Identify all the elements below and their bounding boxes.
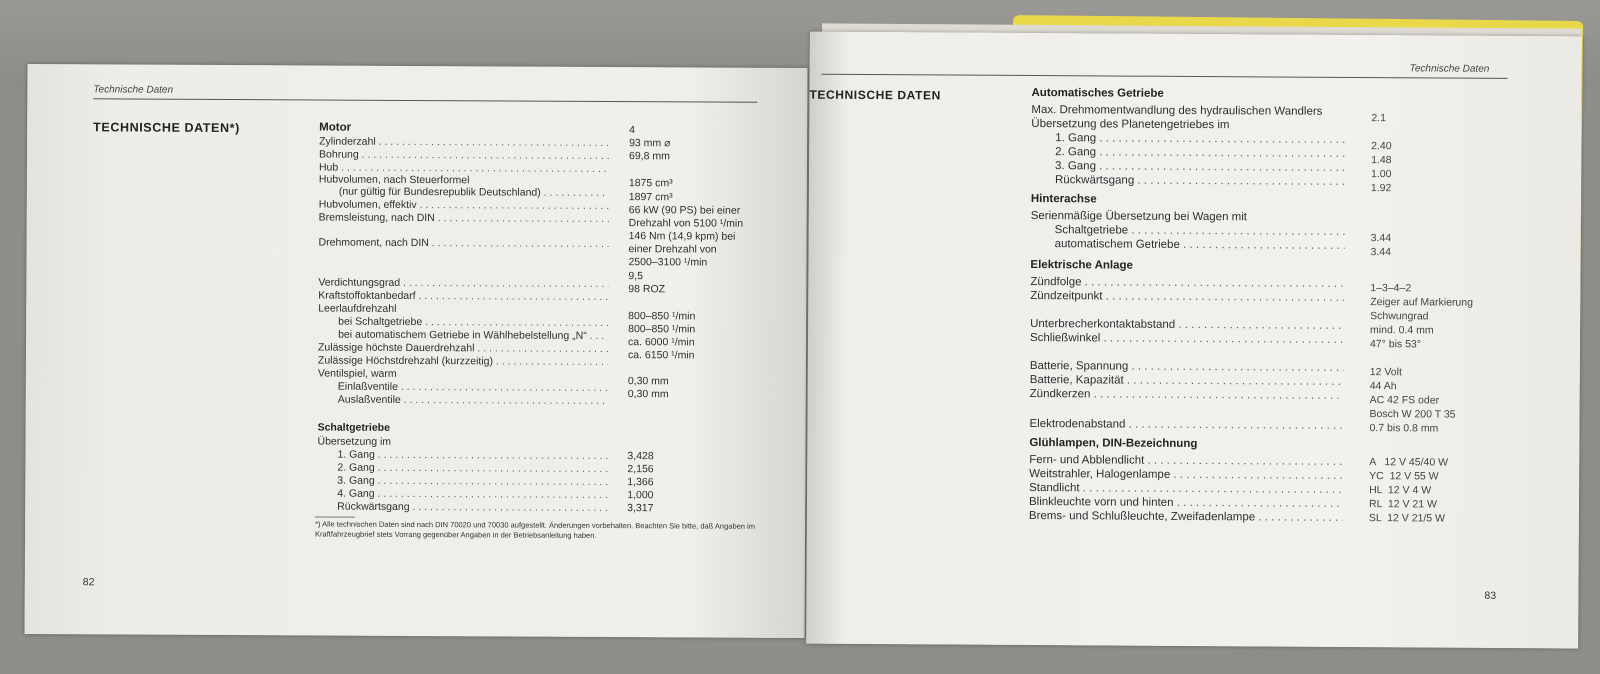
page-number: 82 — [82, 576, 95, 589]
spec-value: RL 12 V 21 W — [1368, 498, 1437, 511]
spec-value: HL 12 V 4 W — [1369, 484, 1432, 497]
spec-value: 0,30 mm — [627, 375, 669, 388]
spec-value: 98 ROZ — [628, 283, 666, 296]
spec-row: Zylinderzahl . . . — [319, 135, 609, 154]
spec-row: Leerlaufdrehzahl — [318, 302, 397, 315]
spec-row: 3. Gang . . . — [1055, 159, 1345, 179]
spec-value: 1.92 — [1370, 182, 1392, 195]
spec-value: SL 12 V 21/5 W — [1368, 512, 1446, 525]
spec-row: 1. Gang . . . — [1055, 131, 1345, 151]
spec-value: 66 kW (90 PS) bei einer Drehzahl von 5100 ¹/min — [628, 204, 744, 230]
spec-value: 1897 cm³ — [628, 191, 673, 204]
page-heading: TECHNISCHE DATEN*) — [93, 120, 240, 136]
spec-row: Bohrung . . . — [319, 148, 609, 167]
spec-row: Einlaßventile . . . — [338, 381, 608, 399]
spec-value: 1–3–4–2 — [1370, 282, 1412, 295]
spec-row: 2. Gang . . . — [337, 462, 607, 480]
section-title-hinterachse: Hinterachse — [1030, 193, 1097, 206]
page-number: 83 — [1484, 589, 1497, 602]
spec-value: 69,8 mm — [628, 150, 670, 163]
spec-row: Rückwärtsgang . . . — [337, 501, 607, 519]
section-title-gluehlampen: Glühlampen, DIN-Bezeichnung — [1029, 436, 1198, 451]
spec-row: Max. Drehmomentwandlung des hydraulischen Wandlers — [1031, 104, 1323, 118]
spec-value: 12 Volt — [1369, 366, 1402, 379]
section-title-motor: Motor — [319, 121, 352, 134]
spec-value: 1.48 — [1371, 154, 1392, 167]
running-head: Technische Daten — [93, 84, 174, 96]
header-rule — [93, 98, 757, 102]
section-title-automatik: Automatisches Getriebe — [1031, 87, 1164, 100]
spec-subtitle: Übersetzung im — [317, 435, 392, 448]
spec-value: 2.1 — [1371, 112, 1387, 125]
spec-value: 1875 cm³ — [628, 177, 673, 190]
spec-value: 3,317 — [627, 502, 654, 515]
spec-row: Drehmoment, nach DIN . . . — [319, 236, 609, 255]
spec-value: 3.44 — [1370, 246, 1392, 259]
page-heading: TECHNISCHE DATEN — [809, 87, 941, 103]
spec-value: 47° bis 53° — [1369, 338, 1422, 351]
spec-value: 2.40 — [1371, 140, 1392, 153]
footnote: *) Alle technischen Daten sind nach DIN 70020 und 70030 aufgestellt. Änderungen vorbehalten. Beachten Sie bitte, daß Angaben im Kraftfahrzeugbrief stets Vorrang gegenüber Angaben in der Betriebsanleitung haben. — [315, 519, 756, 540]
spec-row: Bremsleistung, nach DIN . . . — [319, 211, 609, 230]
spec-row: Ventilspiel, warm — [317, 367, 397, 380]
spec-value: 1.00 — [1370, 168, 1392, 181]
spec-value: Zeiger auf Markierung Schwungrad — [1370, 296, 1473, 323]
header-rule — [822, 74, 1508, 79]
spec-row: Übersetzung des Planetengetriebes im — [1031, 118, 1230, 132]
spec-value: 1,366 — [627, 476, 654, 489]
spec-value: 93 mm ⌀ — [629, 137, 671, 150]
footnote-rule — [315, 516, 355, 517]
spec-value: AC 42 FS oder Bosch W 200 T 35 — [1369, 394, 1456, 421]
spec-row: Hubvolumen, effektiv . . . — [319, 198, 609, 217]
spec-value: 800–850 ¹/min — [628, 323, 696, 336]
spec-value: ca. 6000 ¹/min — [628, 336, 695, 349]
spec-row: Batterie, Kapazität . . . — [1030, 373, 1344, 393]
spec-row: bei automatischem Getriebe in Wählhebelstellung „N“ . . . — [338, 329, 608, 347]
spec-row: bei Schaltgetriebe . . . — [338, 316, 608, 334]
spec-value: mind. 0.4 mm — [1370, 324, 1434, 337]
spec-row: Batterie, Spannung . . . — [1030, 359, 1344, 379]
spec-row: Kraftstoffoktanbedarf . . . — [318, 289, 608, 308]
spec-row: Verdichtungsgrad . . . — [318, 276, 608, 295]
spec-row: 2. Gang . . . — [1055, 145, 1345, 165]
spec-value: ca. 6150 ¹/min — [627, 349, 695, 362]
spec-row: automatischem Getriebe . . . — [1055, 237, 1345, 257]
spec-row: 3. Gang . . . — [337, 475, 607, 493]
spec-value: 0.7 bis 0.8 mm — [1369, 422, 1439, 435]
right-page — [806, 32, 1582, 649]
spec-row: Weitstrahler, Halogenlampe . . . — [1029, 467, 1343, 487]
spec-row: Unterbrecherkontaktabstand . . . — [1030, 317, 1344, 337]
spec-value: 2,156 — [627, 463, 654, 476]
spec-row: Fern- und Abblendlicht . . . — [1029, 453, 1343, 473]
spec-value: YC 12 V 55 W — [1369, 470, 1439, 483]
spec-row: Schließwinkel . . . — [1030, 331, 1344, 351]
spec-row: Zulässige Höchstdrehzahl (kurzzeitig) . . . — [318, 354, 608, 373]
left-page — [25, 64, 808, 638]
section-title-elektrik: Elektrische Anlage — [1030, 258, 1133, 272]
spec-value: A 12 V 45/40 W — [1369, 456, 1449, 469]
spec-value: 3.44 — [1370, 232, 1392, 245]
spec-row: Schaltgetriebe . . . — [1055, 223, 1345, 243]
spec-value: 146 Nm (14,9 kpm) bei einer Drehzahl von 2500–3100 ¹/min — [628, 230, 736, 269]
spec-value: 0,30 mm — [627, 388, 669, 401]
spec-row: Hub . . . — [319, 161, 609, 180]
spec-row: Hubvolumen, nach Steuerformel — [318, 173, 470, 187]
spec-value: 4 — [629, 124, 636, 137]
spec-value: 1,000 — [627, 489, 654, 502]
spec-row: Zündfolge . . . — [1030, 275, 1344, 295]
spec-value: 3,428 — [627, 450, 654, 463]
spec-row: (nur gültig für Bundesrepublik Deutschland) . . . — [339, 186, 609, 204]
spec-row: Zündkerzen . . . — [1030, 387, 1344, 407]
running-head: Technische Daten — [1409, 63, 1490, 75]
spec-row: Brems- und Schlußleuchte, Zweifadenlampe . . . — [1029, 509, 1343, 529]
spec-row: Elektrodenabstand . . . — [1029, 417, 1343, 437]
spec-value: 44 Ah — [1369, 380, 1397, 393]
spec-row: 1. Gang . . . — [337, 449, 607, 467]
spec-value: 800–850 ¹/min — [628, 310, 696, 323]
spec-row: Rückwärtsgang . . . — [1055, 173, 1345, 193]
spec-row: Zulässige höchste Dauerdrehzahl . . . — [318, 341, 608, 360]
spec-row: Auslaßventile . . . — [338, 394, 608, 412]
spec-row: Blinkleuchte vorn und hinten . . . — [1029, 495, 1343, 515]
spec-row: Serienmäßige Übersetzung bei Wagen mit — [1030, 210, 1248, 224]
spec-value: 9,5 — [628, 270, 644, 283]
spec-row: 4. Gang . . . — [337, 488, 607, 506]
section-title-schaltgetriebe: Schaltgetriebe — [317, 421, 390, 434]
spec-row: Standlicht . . . — [1029, 481, 1343, 501]
spec-row: Zündzeitpunkt . . . — [1030, 289, 1344, 309]
